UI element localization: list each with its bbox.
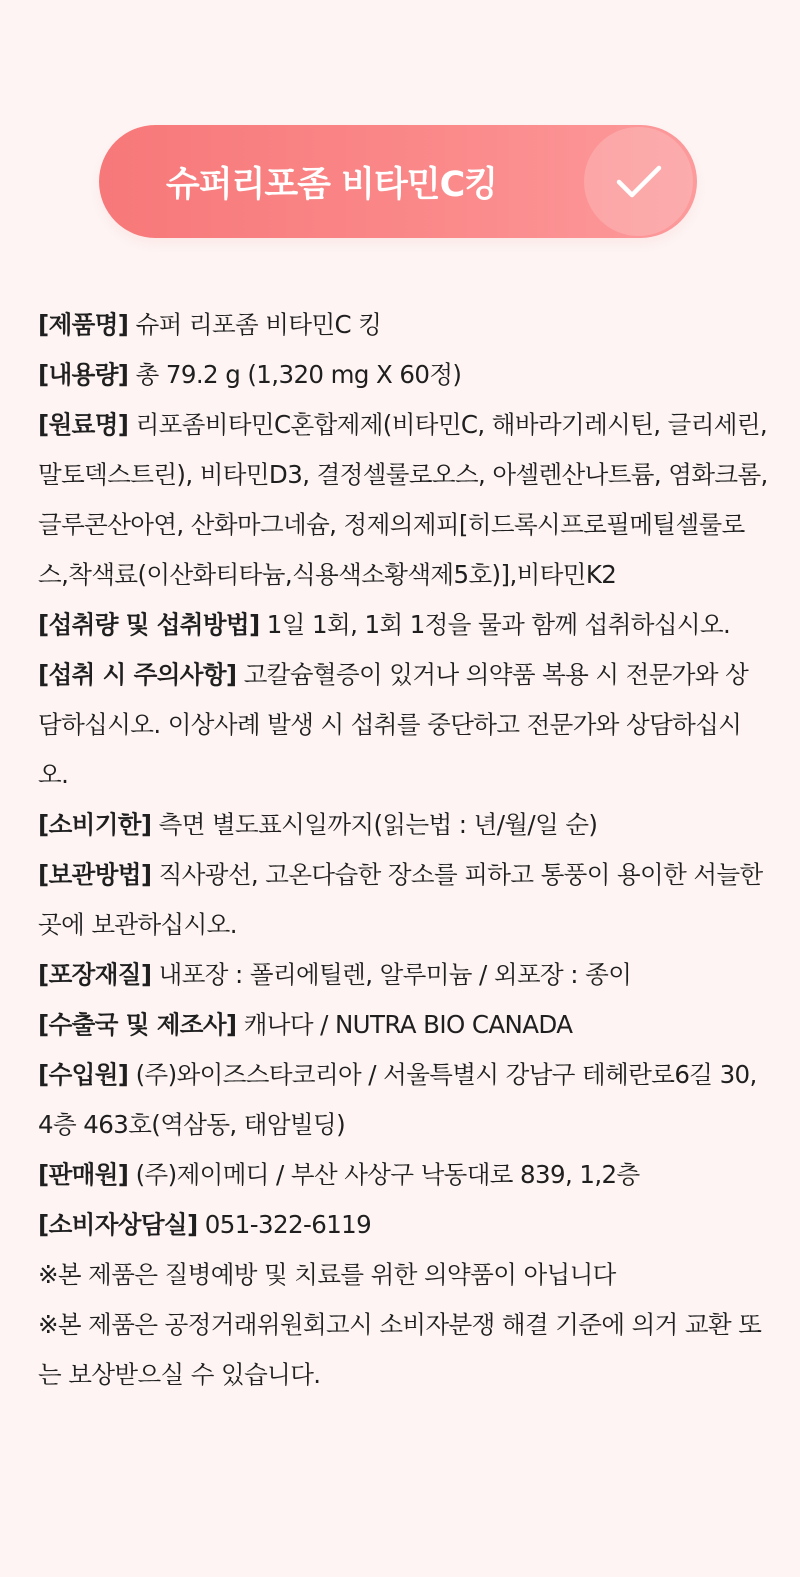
info-packaging	[38, 950, 768, 1000]
info-content-volume	[38, 350, 768, 400]
info-product-name	[38, 300, 768, 350]
product-info-list	[38, 300, 768, 1400]
info-label: [원료명]	[38, 410, 129, 439]
info-label: [포장재질]	[38, 960, 152, 989]
check-icon	[615, 164, 663, 200]
product-title: 슈퍼리포좀 비타민C킹	[165, 164, 498, 205]
info-label: [수입원]	[38, 1060, 129, 1089]
info-seller	[38, 1150, 768, 1200]
info-value: (주)와이즈스타코리아 / 서울특별시 강남구 테헤란로6길 30, 4층 463호(역삼동, 태암빌딩)	[38, 1060, 757, 1139]
info-label: [제품명]	[38, 310, 129, 339]
product-title-pill	[99, 125, 697, 238]
info-value: 리포좀비타민C혼합제제(비타민C, 해바라기레시틴, 글리세린, 말토덱스트린), 비타민D3, 결정셀룰로오스, 아셀렌산나트륨, 염화크롬, 글루콘산아연, 산화마그네슘, 정제의제피[히드록시프로필메틸셀룰로스,착색료(이산화티타늄,식용색소황색제5호)],비타민K2	[38, 410, 768, 589]
info-expiry	[38, 800, 768, 850]
check-circle	[584, 127, 693, 236]
info-value: 직사광선, 고온다습한 장소를 피하고 통풍이 용이한 서늘한 곳에 보관하십시오.	[38, 860, 763, 939]
info-customer-service	[38, 1200, 768, 1250]
info-value: 내포장 : 폴리에틸렌, 알루미늄 / 외포장 : 종이	[151, 960, 632, 989]
info-label: [내용량]	[38, 360, 129, 389]
info-importer	[38, 1050, 768, 1150]
info-precautions	[38, 650, 768, 800]
info-value: 고칼슘혈증이 있거나 의약품 복용 시 전문가와 상담하십시오. 이상사례 발생 시 섭취를 중단하고 전문가와 상담하십시오.	[38, 660, 749, 789]
notice-compensation: ※본 제품은 공정거래위원회고시 소비자분쟁 해결 기준에 의거 교환 또는 보상받으실 수 있습니다.	[38, 1310, 762, 1389]
info-value: 측면 별도표시일까지(읽는법 : 년/월/일 순)	[151, 810, 598, 839]
info-label: [판매원]	[38, 1160, 129, 1189]
info-label: [보관방법]	[38, 860, 152, 889]
info-label: [섭취량 및 섭취방법]	[38, 610, 260, 639]
info-value: 캐나다 / NUTRA BIO CANADA	[236, 1010, 573, 1039]
info-label: [소비기한]	[38, 810, 152, 839]
info-value: 051-322-6119	[197, 1210, 372, 1239]
info-label: [섭취 시 주의사항]	[38, 660, 237, 689]
info-storage	[38, 850, 768, 950]
info-value: 슈퍼 리포좀 비타민C 킹	[128, 310, 382, 339]
notice-not-medicine: ※본 제품은 질병예방 및 치료를 위한 의약품이 아닙니다	[38, 1260, 616, 1289]
info-label: [소비자상담실]	[38, 1210, 198, 1239]
info-dosage	[38, 600, 768, 650]
info-ingredients	[38, 400, 768, 600]
info-label: [수출국 및 제조사]	[38, 1010, 237, 1039]
info-value: 1일 1회, 1회 1정을 물과 함께 섭취하십시오.	[259, 610, 731, 639]
info-manufacturer	[38, 1000, 768, 1050]
info-value: (주)제이메디 / 부산 사상구 낙동대로 839, 1,2층	[128, 1160, 640, 1189]
info-value: 총 79.2 g (1,320 mg X 60정)	[128, 360, 462, 389]
